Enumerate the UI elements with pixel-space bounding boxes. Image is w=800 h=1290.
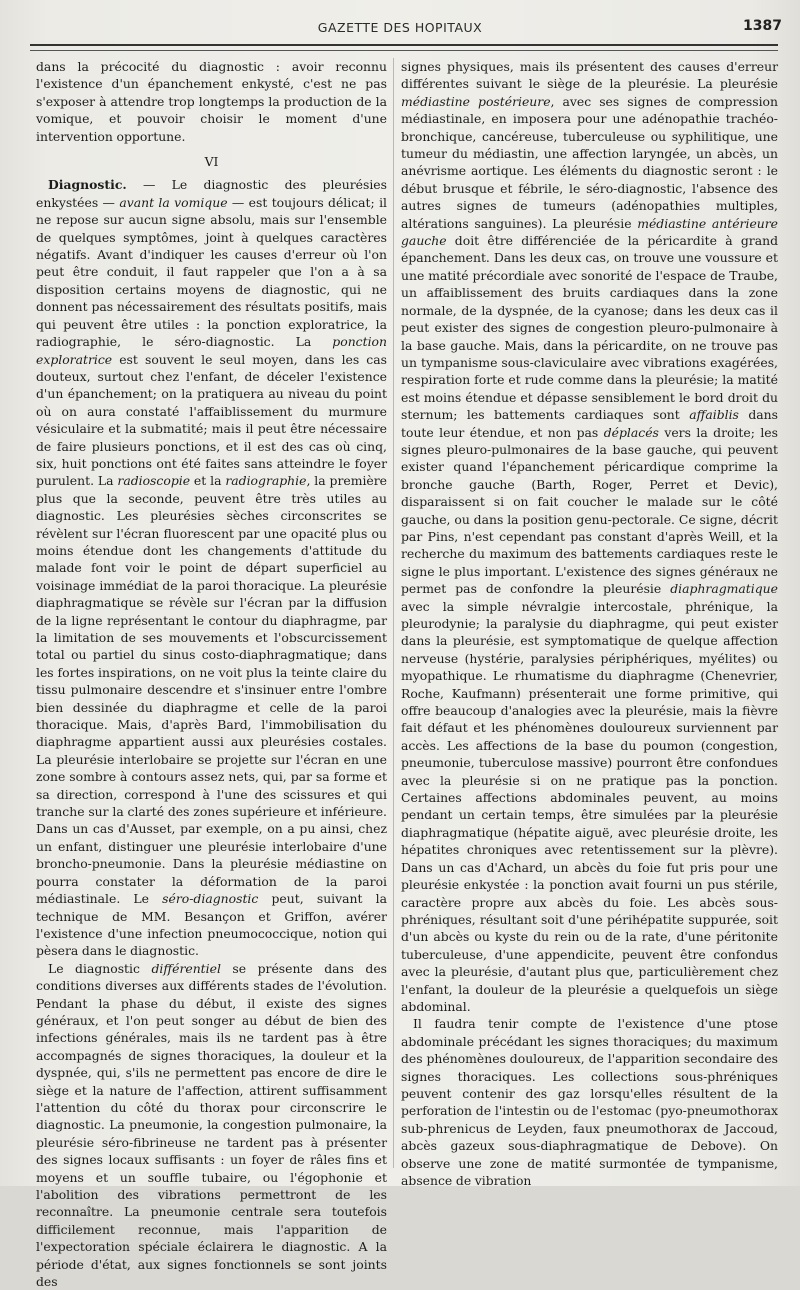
- text-run: et la: [190, 473, 226, 489]
- text-run: dans toute leur étendue, et non pas: [401, 407, 779, 440]
- header-rule-thin: [30, 50, 778, 51]
- italic-term: radiographie: [225, 473, 307, 489]
- journal-title: GAZETTE DES HOPITAUX: [317, 20, 483, 35]
- right-paragraph-2: Il faudra tenir compte de l'existence d'une ptose abdominale précédant les signes thoraciques; du maximum des phénomènes douloureux, de l'apparition secondaire des signes thoraciques. Les collections sous-phréniques peuvent contenir des gaz lorsqu'elles résultent de la perforation de l'intestin ou de l'estomac (pyo-pneumothorax sub-phrenicus de Leyden, faux pneumothorax de Jaccoud, abcès gazeux sous-diaphragmatique de Debove). On observe une zone de matité surmontée de tympanisme, absence de vibration: [401, 1016, 778, 1188]
- text-run: se présente dans des conditions diverses aux différents stades de l'évolution. Pendant la phase du début, il existe des signes généraux, et l'on peut songer au début de bien des infections générales, mais ils ne tardent pas à être accompagnés de signes thoraciques, la douleur et la dyspnée, qui, s'ils ne permettent pas encore de dire le siège et la nature de l'affection, attirent suffisamment l'attention du côté du thorax pour circonscrire le diagnostic. La pneumonie, la congestion pulmonaire, la pleurésie séro-fibrineuse ne tardent pas à présenter des signes locaux suffisants : un foyer de râles fins et moyens et un souffle tubaire, ou l'égophonie et l'abolition des vibrations permettront de les reconnaître. La pneumonie centrale sera toutefois difficilement reconnue, mais l'apparition de l'expectoration spéciale éclairera le diagnostic. A la période d'état, aux signes fonctionnels se sont joints des: [36, 960, 388, 1290]
- page-number: 1387: [743, 18, 782, 34]
- diagnostic-paragraph: [36, 176, 387, 959]
- text-run: est souvent le seul moyen, dans les cas douteux, surtout chez l'enfant, de déceler l'existence d'un épanchement; on la pratiquera au niveau du point où on aura constaté l'affaiblissement du murmure vésiculaire et la submatité; mais il peut être nécessaire de faire plusieurs ponctions, et il est des cas où cinq, six, huit ponctions ont été faites sans atteindre le foyer purulent. La: [36, 351, 387, 489]
- text-run: — est toujours délicat; il ne repose sur aucun signe absolu, mais sur l'ensemble de quelques symptômes, joint à quelques caractères négatifs. Avant d'indiquer les causes d'erreur où l'on peut être conduit, il faut rappeler que l'on a à sa disposition certains moyens de diagnostic, qui ne donnent pas nécessairement des résultats positifs, mais qui peuvent être utiles : la ponction exploratrice, la radiographie, le séro-diagnostic. La: [36, 194, 388, 350]
- section-number: VI: [204, 154, 219, 170]
- differential-paragraph: [36, 960, 387, 1290]
- italic-term: séro-diagnostic: [162, 891, 259, 907]
- left-column: [36, 58, 387, 1290]
- column-divider: [393, 58, 394, 1168]
- right-column: [401, 58, 778, 1189]
- diagnostic-heading: Diagnostic.: [48, 177, 127, 193]
- text-run: peut, suivant la technique de MM. Besançon et Griffon, avérer l'existence d'une infection pneumococcique, notion qui pèsera dans le diagnostic.: [36, 891, 387, 959]
- intro-paragraph: dans la précocité du diagnostic : avoir reconnu l'existence d'un épanchement enkysté, c'est ne pas s'exposer à attendre trop longtemps la production de la vomique, et pouvoir choisir le moment d'une intervention opportune.: [36, 59, 387, 144]
- italic-term: déplacés: [603, 424, 659, 440]
- text-run: — Le diagnostic des pleurésies enkystées —: [36, 177, 387, 210]
- italic-term: avant la vomique: [119, 194, 228, 210]
- text-run: doit être différenciée de la péricardite à grand épanchement. Dans les deux cas, on trouve une voussure et une matité précordiale avec sonorité de l'espace de Traube, un affaiblissement des bruits cardiaques dans la zone normale, de la dyspnée, de la cyanose; dans les deux cas il peut exister des signes de congestion pleuro-pulmonaire à la base gauche. Mais, dans la péricardite, on ne trouve pas un tympanisme sous-claviculaire avec vibrations exagérées, respiration forte et rude comme dans la pleurésie; la matité est moins étendue et dépasse sensiblement le bord droit du sternum; les battements cardiaques sont: [401, 233, 778, 423]
- italic-term: radioscopie: [117, 473, 191, 489]
- right-paragraph-1: [401, 58, 778, 1015]
- text-run: , avec ses signes de compression médiastinale, en imposera pour une adénopathie trachéo-bronchique, cancéreuse, tuberculeuse ou syphilitique, une tumeur du médiastin, une affection laryngée, un abcès, un anévrisme aortique. Les éléments du diagnostic seront : le début brusque et fébrile, le séro-diagnostic, l'absence des autres signes de tumeurs (adénopathies multiples, altérations sanguines). La pleurésie: [401, 93, 778, 231]
- italic-term: médiastine antérieure gauche: [401, 215, 779, 249]
- header-rule-thick: [30, 44, 778, 46]
- italic-term: ponction exploratrice: [36, 334, 387, 367]
- text-run: signes physiques, mais ils présentent des causes d'erreur différentes suivant le siège de la pleurésie. La pleurésie: [401, 59, 778, 92]
- text-run: vers la droite; les signes pleuro-pulmonaires de la base gauche, qui peuvent exister quand l'épanchement péricardique comprime la bronche gauche (Barth, Roger, Perret et Devic), disparaissent si on fait coucher le malade sur le côté gauche, ou dans la position genu-pectorale. Ce signe, décrit par Pins, n'est cependant pas constant d'après Weill, et la recherche du maximum des battements cardiaques reste le signe le plus important. L'existence des signes généraux ne permet pas de confondre la pleurésie: [401, 424, 778, 597]
- page-header: [0, 14, 800, 40]
- italic-term: affaiblis: [689, 407, 739, 423]
- italic-term: diaphragmatique: [670, 581, 778, 597]
- text-run: , la première plus que la seconde, peuvent être très utiles au diagnostic. Les pleurésies sèches circonscrites se révèlent sur l'écran fluorescent par une opacité plus ou moins étendue dont les changements d'attitude du malade font voir le point de départ superficiel au voisinage immédiat de la paroi thoracique. La pleurésie diaphragmatique se révèle sur l'écran par la diffusion de la ligne représentant le contour du diaphragme, par la limitation de ses mouvements et l'obscurcissement total ou partiel du sinus costo-diaphragmatique; dans les fortes inspirations, on ne voit plus la teinte claire du tissu pulmonaire descendre et s'insinuer entre l'ombre bien dessinée du diaphragme et celle de la paroi thoracique. Mais, d'après Bard, l'immobilisation du diaphragme appartient aussi aux pleurésies costales. La pleurésie interlobaire se projette sur l'écran en une zone sombre à contours assez nets, qui, par sa forme et sa direction, correspond à l'une des scissures et qui tranche sur la clarté des zones supérieure et inférieure. Dans un cas d'Ausset, par exemple, on a pu ainsi, chez un enfant, distinguer une pleurésie interlobaire d'une broncho-pneumonie. Dans la pleurésie médiastine on pourra constater la déformation de la paroi médiastinale. Le: [36, 473, 388, 907]
- text-run: Le diagnostic: [48, 960, 152, 976]
- text-run: avec la simple névralgie intercostale, phrénique, la pleurodynie; la paralysie du diaphragme, qui peut exister dans la pleurésie, est symptomatique de quelque affection nerveuse (hystérie, paralysies périphériques, myélites) ou myopathique. Le rhumatisme du diaphragme (Chenevrier, Roche, Kaufmann) présenterait une forme primitive, qui offre beaucoup d'analogies avec la pleurésie, mais la fièvre fait défaut et les phénomènes douloureux surviennent par accès. Les affections de la base du poumon (congestion, pneumonie, tuberculose massive) pourront être confondues avec la pleurésie si on ne pratique pas la ponction. Certaines affections abdominales peuvent, au moins pendant un certain temps, être simulées par la pleurésie diaphragmatique (hépatite aiguë, avec pleurésie droite, les hépatites chroniques avec retentissement sur la plèvre). Dans un cas d'Achard, un abcès du foie fut pris pour une pleurésie enkystée : la ponction avait fourni un pus stérile, caractère propre aux abcès du foie. Les abcès sous-phréniques, résultant soit d'une périhépatite suppurée, soit d'un abcès ou kyste du rein ou de la rate, d'une péritonite tuberculeuse, d'une appendicite, peuvent être confondus avec la pleurésie, d'autant plus que, particulièrement chez l'enfant, la douleur de la pleurésie a quelquefois un siège abdominal.: [401, 598, 778, 1014]
- italic-term: médiastine postérieure: [401, 93, 551, 109]
- italic-term: différentiel: [151, 960, 221, 976]
